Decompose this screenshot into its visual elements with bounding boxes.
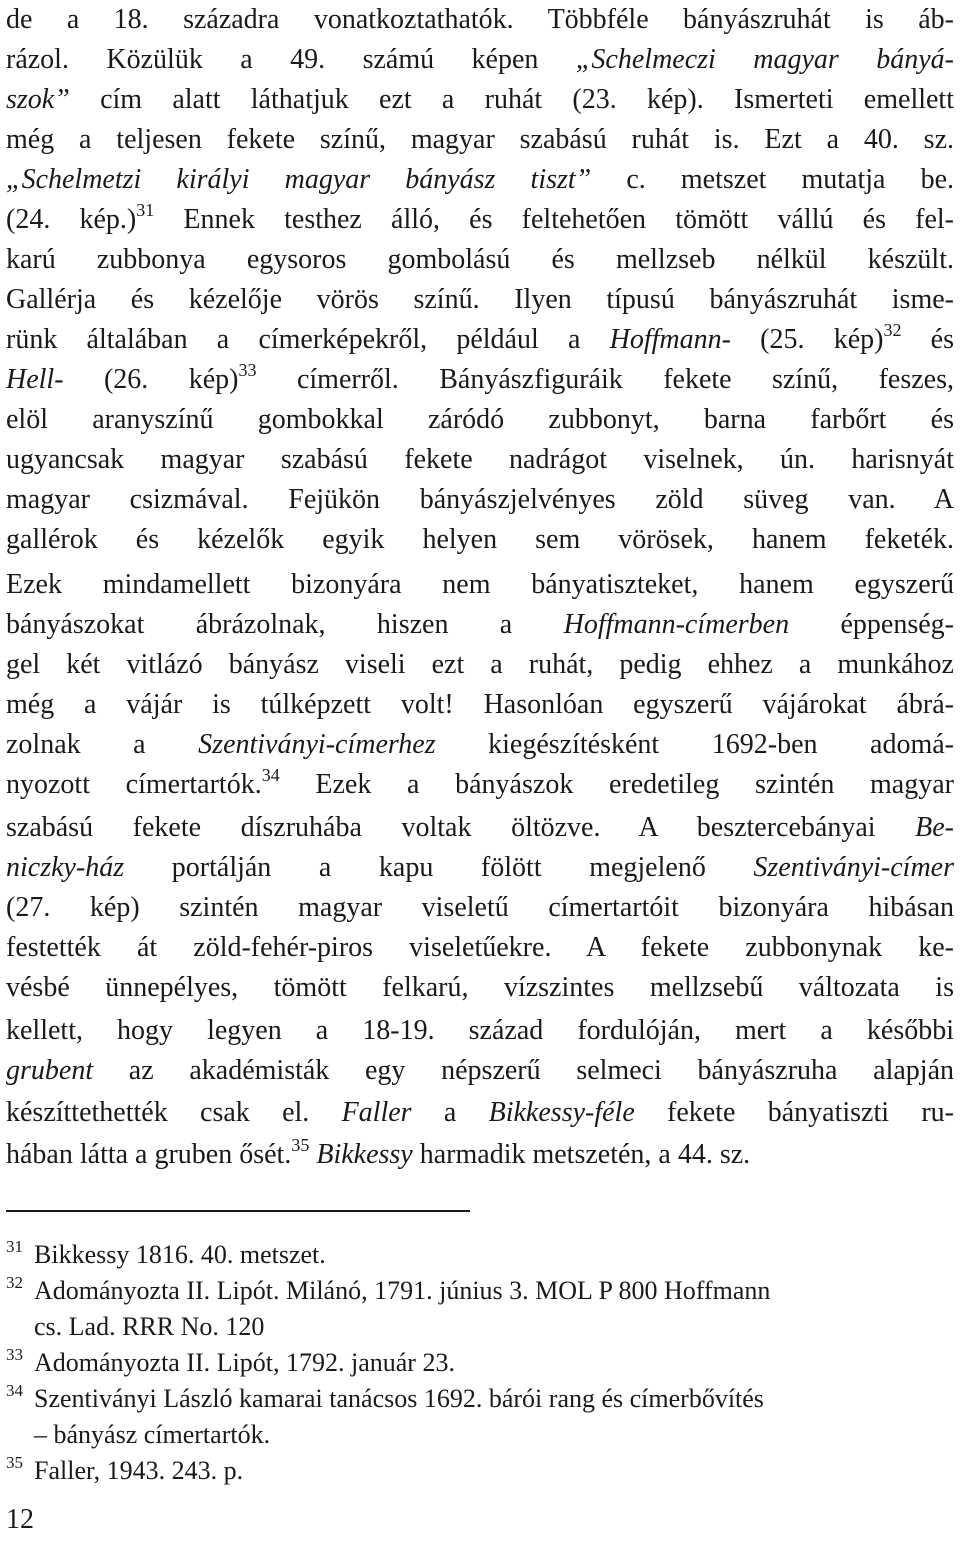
footnote-ref: 34 (261, 765, 280, 785)
body-line: elöl aranyszínű gombokkal záródó zubbonyt, barna farbőrt és (6, 404, 954, 435)
footnote-ref: 35 (291, 1135, 310, 1155)
footnote-34: 34 Szentiványi László kamarai tanácsos 1692. bárói rang és címerbővítés (6, 1381, 764, 1413)
body-line: nyozott címertartók.$^{34}$ Ezek a bányászok eredetileg szintén magyar (6, 765, 954, 800)
body-line: de a 18. századra vonatkoztathatók. Többféle bányászruhát is áb- (6, 4, 954, 35)
body-line: kellett, hogy legyen a 18-19. század fordulóján, mert a későbbi (6, 1015, 954, 1046)
footnote-34-continuation: – bányász címertartók. (34, 1420, 271, 1449)
body-line: „Schelmetzi királyi magyar bányász tiszt” c. metszet mutatja be. (6, 164, 954, 195)
footnote-divider (6, 1210, 470, 1212)
body-line: készíttethették csak el. Faller a Bikkessy-féle fekete bányatiszti ru- (6, 1097, 954, 1128)
footnote-32-continuation: cs. Lad. RRR No. 120 (34, 1312, 265, 1341)
body-line: niczky-ház portálján a kapu fölött megjelenő Szentiványi-címer (6, 852, 954, 883)
body-line: Hell- (26. kép)$^{33}$ címerről. Bányászfiguráik fekete színű, feszes, (6, 360, 954, 395)
body-line: szok” cím alatt láthatjuk ezt a ruhát (23. kép). Ismerteti emellett (6, 84, 954, 115)
body-line: bányászokat ábrázolnak, hiszen a Hoffmann-címerben éppenség- (6, 609, 954, 640)
body-line: még a vájár is túlképzett volt! Hasonlóan egyszerű vájárokat ábrá- (6, 689, 954, 720)
body-line: magyar csizmával. Fejükön bányászjelvényes zöld süveg van. A (6, 484, 954, 515)
body-line: rünk általában a címerképekről, például a Hoffmann- (25. kép)$^{32}$ és (6, 320, 955, 355)
footnote-33: 33 Adományozta II. Lipót, 1792. január 23. (6, 1345, 455, 1377)
body-line: ugyancsak magyar szabású fekete nadrágot viselnek, ún. harisnyát (6, 444, 954, 475)
body-line: még a teljesen fekete színű, magyar szabású ruhát is. Ezt a 40. sz. (6, 124, 954, 155)
body-line: Gallérja és kézelője vörös színű. Ilyen típusú bányászruhát isme- (6, 284, 954, 315)
footnote-35: 35 Faller, 1943. 243. p. (6, 1453, 244, 1485)
body-line: karú zubbonya egysoros gombolású és mellzseb nélkül készült. (6, 244, 954, 275)
body-line: (27. kép) szintén magyar viseletű címertartóit bizonyára hibásan (6, 892, 954, 923)
body-line: vésbé ünnepélyes, tömött felkarú, vízszintes mellzsebű változata is (6, 972, 954, 1003)
footnote-ref: 31 (136, 200, 155, 220)
footnote-32: 32 Adományozta II. Lipót. Milánó, 1791. június 3. MOL P 800 Hoffmann (6, 1273, 771, 1305)
body-line: (24. kép.)$^{31}$ Ennek testhez álló, és feltehetően tömött vállú és fel- (6, 200, 954, 235)
body-line: gallérok és kézelők egyik helyen sem vörösek, hanem feketék. (6, 524, 954, 555)
body-line: szabású fekete díszruhába voltak öltözve. A besztercebányai Be- (6, 812, 954, 843)
footnote-31: 31 Bikkessy 1816. 40. metszet. (6, 1237, 326, 1269)
footnote-ref: 33 (238, 360, 257, 380)
page-number: 12 (6, 1504, 34, 1535)
body-line: rázol. Közülük a 49. számú képen „Schelmeczi magyar bányá- (6, 44, 954, 75)
body-line: grubent az akadémisták egy népszerű selmeci bányászruha alapján (6, 1055, 954, 1086)
body-line: Ezek mindamellett bizonyára nem bányatiszteket, hanem egyszerű (6, 569, 954, 600)
body-line: gel két vitlázó bányász viseli ezt a ruhát, pedig ehhez a munkához (6, 649, 954, 680)
footnote-ref: 32 (883, 320, 902, 340)
body-line: zolnak a Szentiványi-címerhez kiegészítésként 1692-ben adomá- (6, 729, 955, 760)
body-line: hában látta a gruben ősét.$^{35}$ Bikkessy harmadik metszetén, a 44. sz. (6, 1135, 751, 1170)
body-line: festették át zöld-fehér-piros viseletűekre. A fekete zubbonynak ke- (6, 932, 954, 963)
